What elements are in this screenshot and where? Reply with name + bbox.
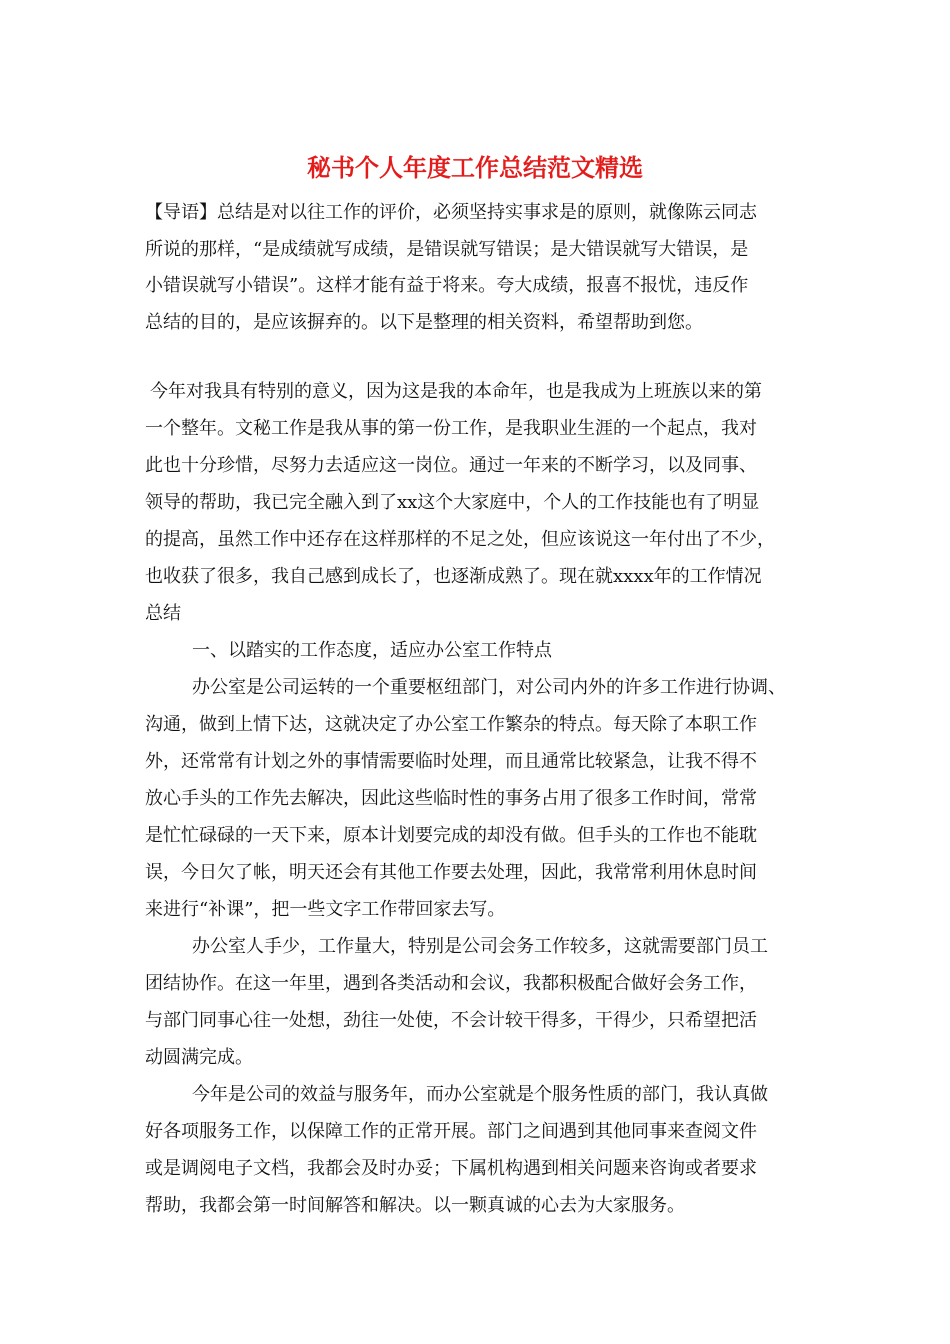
body-line: 外，还常常有计划之外的事情需要临时处理，而且通常比较紧急，让我不得不 [145, 751, 757, 772]
body-line: 办公室是公司运转的一个重要枢纽部门，对公司内外的许多工作进行协调、 [192, 677, 786, 698]
body-line: 也收获了很多，我自己感到成长了，也逐渐成熟了。现在就xxxx年的工作情况 [145, 566, 762, 587]
body-line: 好各项服务工作，以保障工作的正常开展。部门之间遇到其他同事来查阅文件 [145, 1121, 757, 1142]
body-line: 领导的帮助，我已完全融入到了xx这个大家庭中，个人的工作技能也有了明显 [145, 492, 760, 513]
body-line: 或是调阅电子文档，我都会及时办妥；下属机构遇到相关问题来咨询或者要求 [145, 1158, 757, 1179]
body-line: 动圆满完成。 [145, 1047, 253, 1068]
body-line: 今年对我具有特别的意义，因为这是我的本命年，也是我成为上班族以来的第 [150, 381, 762, 402]
body-line: 今年是公司的效益与服务年，而办公室就是个服务性质的部门，我认真做 [192, 1084, 768, 1105]
body-line: 放心手头的工作先去解决，因此这些临时性的事务占用了很多工作时间，常常 [145, 788, 757, 809]
body-line: 的提高，虽然工作中还存在这样那样的不足之处，但应该说这一年付出了不少， [145, 529, 775, 550]
body-line: 帮助，我都会第一时间解答和解决。以一颗真诚的心去为大家服务。 [145, 1195, 685, 1216]
body-line: 与部门同事心往一处想，劲往一处使，不会计较干得多，干得少，只希望把活 [145, 1010, 757, 1031]
intro-line: 总结的目的，是应该摒弃的。以下是整理的相关资料，希望帮助到您。 [145, 312, 703, 333]
body-line: 是忙忙碌碌的一天下来，原本计划要完成的却没有做。但手头的工作也不能耽 [145, 825, 757, 846]
section-heading: 一、以踏实的工作态度，适应办公室工作特点 [192, 640, 552, 661]
body-line: 总结 [145, 603, 181, 624]
document-title: 秘书个人年度工作总结范文精选 [307, 153, 643, 182]
body-line: 团结协作。在这一年里，遇到各类活动和会议，我都积极配合做好会务工作， [145, 973, 757, 994]
body-line: 来进行“补课”，把一些文字工作带回家去写。 [145, 899, 506, 920]
body-line: 此也十分珍惜，尽努力去适应这一岗位。通过一年来的不断学习，以及同事、 [145, 455, 757, 476]
body-line: 一个整年。文秘工作是我从事的第一份工作，是我职业生涯的一个起点，我对 [145, 418, 757, 439]
body-line: 沟通，做到上情下达，这就决定了办公室工作繁杂的特点。每天除了本职工作 [145, 714, 757, 735]
intro-line: 所说的那样，“是成绩就写成绩，是错误就写错误；是大错误就写大错误，是 [145, 239, 749, 260]
body-line: 办公室人手少，工作量大，特别是公司会务工作较多，这就需要部门员工 [192, 936, 768, 957]
intro-line: 【导语】总结是对以往工作的评价，必须坚持实事求是的原则，就像陈云同志 [145, 202, 757, 223]
intro-line: 小错误就写小错误”。这样才能有益于将来。夸大成绩，报喜不报忧，违反作 [145, 275, 749, 296]
body-line: 误，今日欠了帐，明天还会有其他工作要去处理，因此，我常常利用休息时间 [145, 862, 757, 883]
